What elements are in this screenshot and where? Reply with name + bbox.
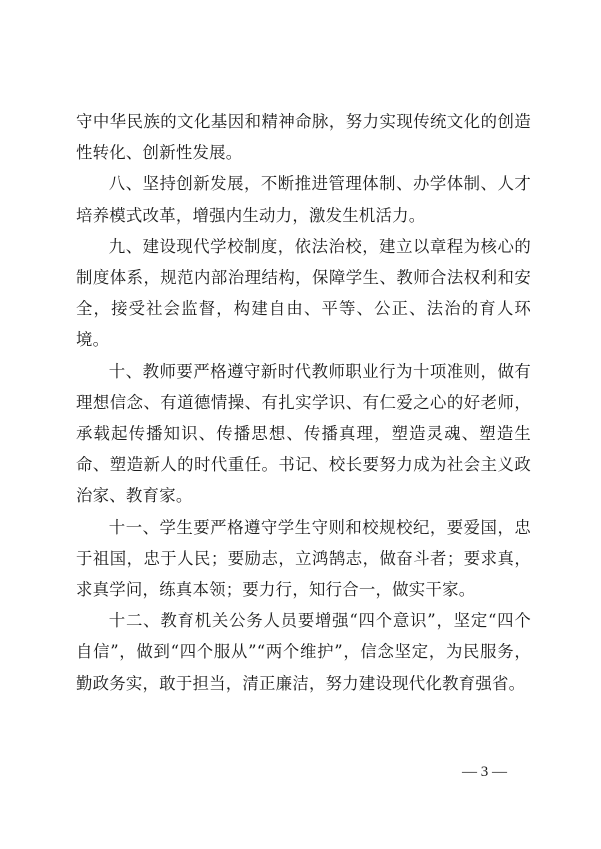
paragraph-item-11: 十一、学生要严格遵守学生守则和校规校纪，要爱国，忠于祖国，忠于人民；要励志，立鸿鹄志，做奋斗者；要求真，求真学问，练真本领；要力行，知行合一，做实干家。 bbox=[76, 517, 531, 600]
paragraph-item-12: 十二、教育机关公务人员要增强“四个意识”，坚定“四个自信”，做到“四个服从”“两个维护”，信念坚定，为民服务，勤政务实，敢于担当，清正廉洁，努力建设现代化教育强省。 bbox=[76, 611, 531, 693]
paragraph-item-8: 八、坚持创新发展，不断推进管理体制、办学体制、人才培养模式改革，增强内生动力，激发生机活力。 bbox=[76, 174, 531, 225]
page-number: — 3 — bbox=[462, 764, 507, 780]
document-body bbox=[76, 106, 531, 699]
paragraph-item-10: 十、教师要严格遵守新时代教师职业行为十项准则，做有理想信念、有道德情操、有扎实学识、有仁爱之心的好老师，承载起传播知识、传播思想、传播真理，塑造灵魂、塑造生命、塑造新人的时代重任。书记、校长要努力成为社会主义政治家、教育家。 bbox=[76, 361, 531, 506]
paragraph-continuation: 守中华民族的文化基因和精神命脉，努力实现传统文化的创造性转化、创新性发展。 bbox=[76, 112, 531, 163]
paragraph-item-9: 九、建设现代学校制度，依法治校，建立以章程为核心的制度体系，规范内部治理结构，保障学生、教师合法权利和安全，接受社会监督，构建自由、平等、公正、法治的育人环境。 bbox=[76, 236, 531, 350]
